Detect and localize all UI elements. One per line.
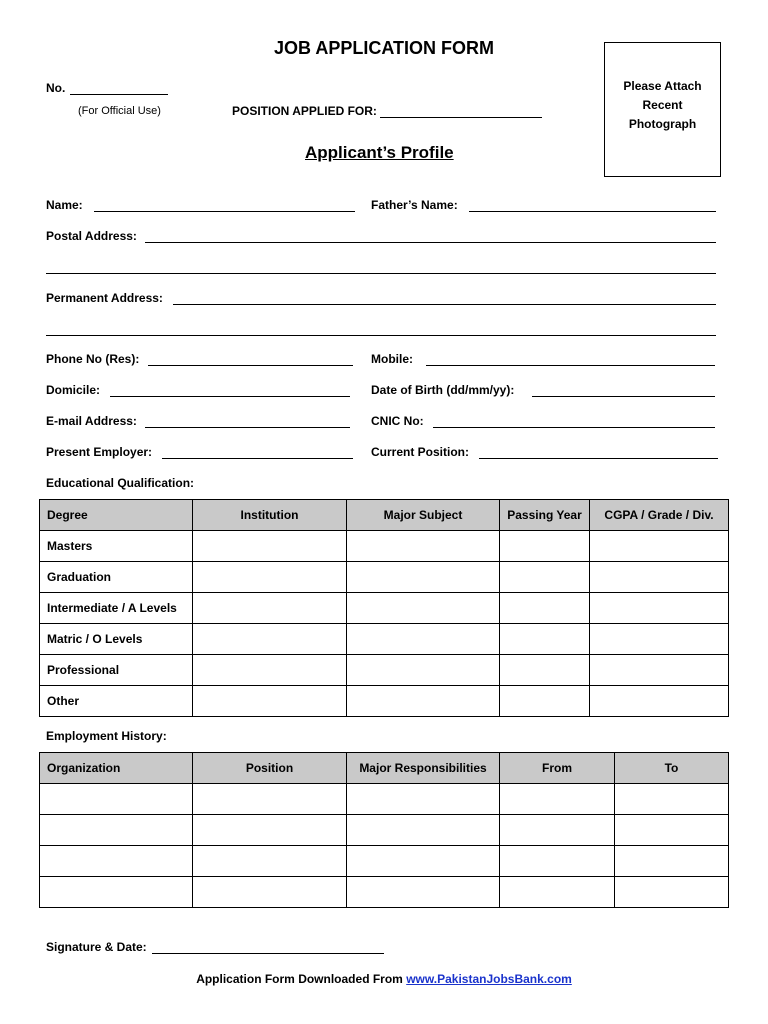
position-cell[interactable] [193,877,347,908]
degree-cell: Graduation [40,562,193,593]
signature-field[interactable] [152,953,384,954]
permanent-address-field-line2[interactable] [46,335,716,336]
domicile-label: Domicile: [46,383,101,397]
footer-note [0,972,768,986]
organization-cell[interactable] [40,815,193,846]
phone-res-label: Phone No (Res): [46,352,140,366]
position-cell[interactable] [193,784,347,815]
table-row [40,593,729,624]
from-cell[interactable] [500,877,615,908]
major-subject-cell[interactable] [347,686,500,717]
cgpa-cell[interactable] [590,624,729,655]
cgpa-cell[interactable] [590,655,729,686]
institution-cell[interactable] [193,655,347,686]
no-field[interactable] [70,94,168,95]
to-cell[interactable] [615,784,729,815]
position-applied-field[interactable] [380,117,542,118]
organization-cell[interactable] [40,877,193,908]
cgpa-cell[interactable] [590,686,729,717]
current-position-field[interactable] [479,458,718,459]
employment-table [39,752,729,908]
institution-cell[interactable] [193,593,347,624]
photo-line-1: Please Attach [623,79,702,93]
current-position-label: Current Position: [371,445,469,459]
position-cell[interactable] [193,815,347,846]
permanent-address-label: Permanent Address: [46,291,163,305]
applicant-profile-heading: Applicant’s Profile [305,143,454,162]
institution-cell[interactable] [193,686,347,717]
organization-cell[interactable] [40,846,193,877]
major-subject-cell[interactable] [347,593,500,624]
to-cell[interactable] [615,815,729,846]
fathers-name-field[interactable] [469,211,716,212]
signature-label: Signature & Date: [46,940,147,954]
from-cell[interactable] [500,784,615,815]
responsibilities-cell[interactable] [347,815,500,846]
table-row [40,846,729,877]
photo-line-2: Recent [642,98,683,112]
domicile-field[interactable] [110,396,350,397]
website-link[interactable]: www.PakistanJobsBank.com [406,972,572,986]
name-field[interactable] [94,211,355,212]
postal-address-field[interactable] [145,242,716,243]
cgpa-cell[interactable] [590,562,729,593]
email-field[interactable] [145,427,350,428]
from-cell[interactable] [500,815,615,846]
col-major-subject: Major Subject [347,500,500,531]
table-row [40,531,729,562]
table-row [40,784,729,815]
col-passing-year: Passing Year [500,500,590,531]
table-row [40,624,729,655]
postal-address-label: Postal Address: [46,229,137,243]
degree-cell: Other [40,686,193,717]
mobile-label: Mobile: [371,352,413,366]
major-subject-cell[interactable] [347,562,500,593]
col-from: From [500,753,615,784]
institution-cell[interactable] [193,624,347,655]
passing-year-cell[interactable] [500,655,590,686]
employment-header-row [40,753,729,784]
name-label: Name: [46,198,83,212]
table-row [40,815,729,846]
degree-cell: Professional [40,655,193,686]
position-applied-label: POSITION APPLIED FOR: [232,104,377,118]
mobile-field[interactable] [426,365,715,366]
dob-field[interactable] [532,396,715,397]
col-degree: Degree [40,500,193,531]
to-cell[interactable] [615,877,729,908]
cgpa-cell[interactable] [590,531,729,562]
degree-cell: Matric / O Levels [40,624,193,655]
fathers-name-label: Father’s Name: [371,198,458,212]
responsibilities-cell[interactable] [347,846,500,877]
passing-year-cell[interactable] [500,686,590,717]
col-organization: Organization [40,753,193,784]
email-label: E-mail Address: [46,414,137,428]
col-to: To [615,753,729,784]
passing-year-cell[interactable] [500,562,590,593]
col-major-responsibilities: Major Responsibilities [347,753,500,784]
responsibilities-cell[interactable] [347,784,500,815]
no-label: No. [46,81,66,95]
table-row [40,562,729,593]
passing-year-cell[interactable] [500,531,590,562]
major-subject-cell[interactable] [347,624,500,655]
present-employer-label: Present Employer: [46,445,153,459]
to-cell[interactable] [615,846,729,877]
official-use-note: (For Official Use) [78,105,161,117]
download-text: Application Form Downloaded From [196,972,403,986]
passing-year-cell[interactable] [500,624,590,655]
organization-cell[interactable] [40,784,193,815]
photo-box [604,42,721,177]
education-table [39,499,729,717]
institution-cell[interactable] [193,562,347,593]
position-cell[interactable] [193,846,347,877]
photo-line-3: Photograph [628,117,697,131]
degree-cell: Intermediate / A Levels [40,593,193,624]
major-subject-cell[interactable] [347,655,500,686]
major-subject-cell[interactable] [347,531,500,562]
passing-year-cell[interactable] [500,593,590,624]
cgpa-cell[interactable] [590,593,729,624]
from-cell[interactable] [500,846,615,877]
form-title: JOB APPLICATION FORM [274,38,494,58]
responsibilities-cell[interactable] [347,877,500,908]
employment-heading: Employment History: [46,729,167,743]
phone-res-field[interactable] [148,365,353,366]
cnic-field[interactable] [433,427,715,428]
education-heading: Educational Qualification: [46,476,195,490]
col-cgpa: CGPA / Grade / Div. [590,500,729,531]
education-header-row [40,500,729,531]
permanent-address-field[interactable] [173,304,716,305]
dob-label: Date of Birth (dd/mm/yy): [371,383,515,397]
table-row [40,686,729,717]
table-row [40,877,729,908]
col-institution: Institution [193,500,347,531]
degree-cell: Masters [40,531,193,562]
col-position: Position [193,753,347,784]
institution-cell[interactable] [193,531,347,562]
cnic-label: CNIC No: [371,414,424,428]
postal-address-field-line2[interactable] [46,273,716,274]
present-employer-field[interactable] [162,458,353,459]
table-row [40,655,729,686]
